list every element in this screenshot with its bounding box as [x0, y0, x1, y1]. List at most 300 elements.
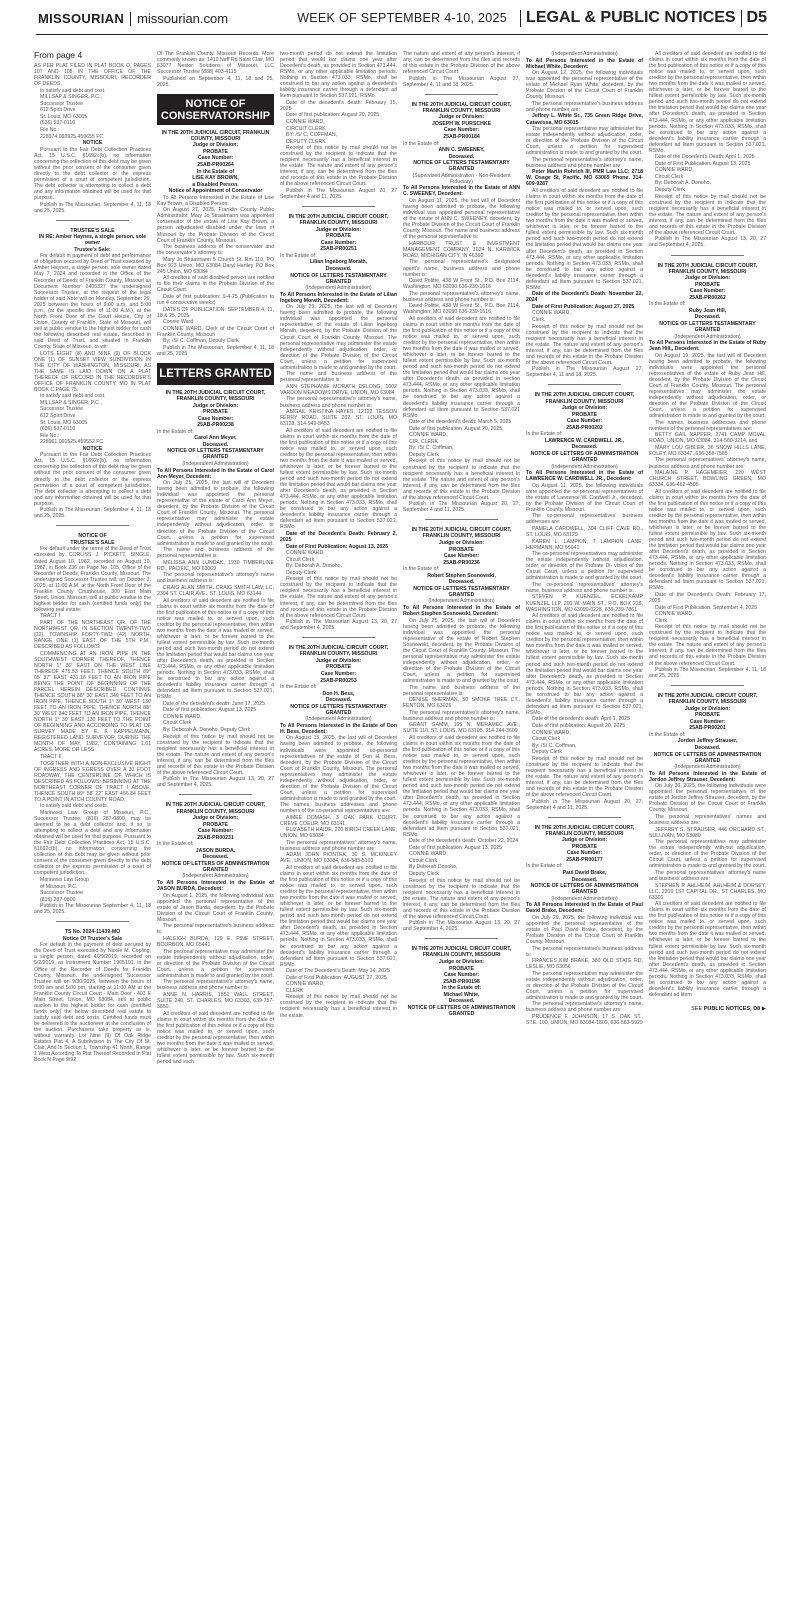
- notice-text: Date of the decedent's death: March 5, 2025: [409, 419, 512, 426]
- notice-text: CIR. CLERK: [409, 438, 439, 445]
- notice-address: To All Persons Interested in the Estate of Robert Stephen Sosnowski, Decedent:: [403, 604, 520, 617]
- court-heading: In the Estate of:: [157, 841, 194, 848]
- estate-name: Carol Ann Meyer,: [194, 435, 237, 442]
- notice-text: CONNIE WARD,: [286, 981, 325, 988]
- notice-title: NOTICE OF LETTERS OF ADMINISTRATION GRANTED: [407, 1004, 516, 1017]
- notice-text: ADAM JOHN PIONTEK, 30 S. MCKINLEY AVE., UNION, MO 63084, 636-583-5103: [280, 852, 397, 865]
- notice-text: On July 30, 2025, the following individuals were appointed the personal representatives of the estate of Jordon Jeffrey Strauser, decedent, by the Probate Division of the Circuit Court of Franklin County, Missouri.: [649, 783, 766, 814]
- notice-text: Date of first publication: 9-4-25 (Publication to run 4 consecutive weeks): [157, 294, 274, 307]
- notice-heading: Notice Of Trustee's Sale: [62, 935, 123, 942]
- notice-text: David Politte, 438 W Front St., P.O. Box 2114, Washington, MO 63090 636-239-1616: [403, 278, 520, 291]
- notice-divider: [302, 637, 375, 638]
- notice-text: Date of The Decedent's Death: May 14, 2025: [286, 968, 390, 975]
- case-number: 25AB-PR00177: [566, 856, 603, 863]
- court-heading: Deceased.: [325, 697, 352, 704]
- notice-divider: [425, 519, 498, 520]
- court-heading: Judge or Division:: [684, 275, 731, 282]
- see-more-link[interactable]: [649, 1006, 766, 1012]
- notice-text: CONNIE WARD,: [655, 167, 694, 174]
- arrow-right-icon: ▶: [761, 1005, 766, 1012]
- court-heading: In the Estate of:: [280, 684, 317, 691]
- notice-text: CONNIE WARD,: [409, 851, 448, 858]
- court-heading: PROBATE: [695, 281, 720, 288]
- notice-text: The personal representative's attorney's name, business address and phone number is:: [280, 396, 397, 409]
- page-number: D5: [746, 9, 767, 26]
- court-heading: PROBATE: [572, 411, 597, 418]
- notice-text: File No.:: [40, 432, 60, 439]
- court-heading: Judge or Division:: [561, 837, 608, 844]
- notice-text: The personal representative's business address is:: [526, 945, 643, 958]
- notice-text: CONNIE WARD, Clerk of the Circuit Court of Franklin County, Missouri: [157, 325, 274, 338]
- notice-text: The co-personal representatives may administer the estate independently without adjudication, order, or direction of the Probate Di- vision of the Circuit Court, unless a petition for supervised administration is made to and granted by the court.: [526, 551, 643, 582]
- notice-text: MALAINE P. HAGEMEIER, 220 WEST CHURCH STREET, BOWLING GREEN, MO 63334, 636-462-4505: [649, 470, 766, 489]
- case-number: 25AB-PR00236: [443, 559, 480, 566]
- estate-name: Jordon Jeffrey Strauser,: [677, 738, 738, 745]
- court-heading: In the Estate of:: [442, 985, 481, 992]
- notice-text: The personal representative may administer the estate independently without adjudication, order, or direction of the Probate Division of the Circuit Court, unless a petition for supervised administration is made to and granted by the court.: [526, 970, 643, 1001]
- notice-text: All creditors of said decedent are notified to file claims in court within six months from the date of the first publication of this notice or if a copy of this notice was mailed to, or served upon, such creditor by the personal representative, then within two months from the date it was mailed or served, whichever is later, or be forever barred to the fullest extent permissible by law. Such six-month period and such two-month period do not extend the limitation period that would bar claims one year after Decedent's death, as provided in Section 473.444, RSMo, or any other applicable limitation periods. Nothing in Section 473.033, RSMo, shall be construed to bar any action against a decedent's liability insurance carrier through a defendant ad litem pursuant to Section 537.021, RSMo.: [157, 597, 274, 701]
- notice-text: ABIGAIL KRISTINA HAYES, 12122 TESSON FERRY ROAD, SUITE 202, ST. LOUIS, MO 63128, 314-949-8453: [280, 409, 397, 428]
- notice-text: Date of the Decedent's Death: November 22, 2024: [526, 291, 643, 304]
- publish-line: Publish in The Missourian August 27, September 4, 11 and 18, 2025.: [526, 366, 643, 379]
- notice-text: Receipt of this notice by mail should not be construed by the recipient to indicate that the recipient necessarily has a beneficial interest in the estate. The nature and extent of any person's interest, if any, can be determined from the files and records of this estate in the Probate Division of the above referenced Circuit Court.: [526, 755, 643, 798]
- court-heading: IN THE 20TH JUDICIAL CIRCUIT COURT, FRANKLIN COUNTY, MISSOURI: [534, 392, 635, 405]
- case-number: 25AB-PR00251: [320, 246, 357, 253]
- notice-text: All creditors of said decedent are notified to file claims in court within six months from the date of the first publication of this notice or if a copy of this notice was mailed to, or served upon, such creditor by the personal representative, then within two months from the date it was mailed or served, whichever is later, or be forever barred to the fullest extent permissible by law. Such six-month period and such two-month period do not extend the limitation period that would bar claims one year after Decedent's death, as provided in Section 473.444, RSMo, or any other applicable limitation periods. Nothing in Section 473.033, RSMo, shall be construed to bar any action against a decedent's liability insurance carrier through a defendant ad litem pursuant to Section 537.021, RSMo.: [526, 613, 643, 716]
- notice-title: NOTICE OF LETTERS TESTAMENTARY GRANTED: [290, 703, 387, 716]
- court-heading: Case Number:: [197, 155, 234, 162]
- notice-text: BETTY GAIL NAPPER, 2741 CAMP MOVAL ROAD, UNION, MO 63084, 314-580-3214, and: [649, 432, 766, 445]
- administration-type: (Independent Administration): [551, 463, 618, 470]
- notice-text: On August 11, 2025, the last will of Decedent having been admitted to probate, the following individual was appointed personal representative of the estate of ANN C. SWEENEY, decedent, by the Probate Division of the Circuit Court of Franklin County, Missouri. The name and business address of the personal representative is:: [403, 197, 520, 241]
- court-heading: In the Estate of:: [280, 252, 317, 259]
- court-heading: Deceased.: [694, 314, 721, 321]
- court-heading: In the Estate of:: [526, 863, 563, 870]
- publication-name: MISSOURIAN: [38, 11, 125, 26]
- case-number: 25AB-PR00264: [197, 162, 234, 169]
- publish-line: Publish in The Missourian, September 4, 11, 18 and 25, 2025.: [34, 201, 151, 214]
- notice-text: Date of first publication: August 13, 2025: [409, 844, 503, 851]
- notice-address: To All Persons Interested in the Estate of Carol Ann Meyer, Decedent:: [157, 467, 274, 480]
- notice-address: To All Persons Interested in the Estate of LAWRENCE W. CARDWELL JR., Decedent:: [526, 470, 643, 483]
- notice-text: CONNIE WARD,: [532, 729, 571, 736]
- notice-text: Date of the Decedent's Death: April 1, 2025: [655, 154, 755, 161]
- administration-type: (Supervised Administration - Non-Resident Fiduciary): [412, 172, 511, 185]
- court-heading: Deceased.: [694, 745, 721, 752]
- notice-text: The personal representative's attorney's name, business address and phone number is:: [403, 290, 520, 303]
- notice-address: To All Persons Interested in the Estate of Paul David Brake, Decedent:: [526, 902, 643, 915]
- notice-text: Deputy Clerk: [286, 569, 316, 576]
- notice-text: CONNIE WARD,: [286, 119, 325, 126]
- notice-text: Receipt of this notice by mail should not be construed by the recipient to indicate that the recipient necessarily has a beneficial interest in the estate. The nature and extent of any person's interest, if any, can be determined from the files and records of this estate in the Probate Division of the above referenced Circuit Court.: [157, 733, 274, 776]
- court-heading: Deceased.: [571, 444, 598, 451]
- court-heading: Case Number:: [689, 718, 726, 725]
- notice-text: two-month period do not extend the limitation period that would bar claims one year after Decedent's death, as provided in Section 473.444, RSMo, or any other applicable limitation periods. Nothing in Section 473.033, RSMo, shall be construed to bar any action against a decedent's liability insurance carrier through a defendant ad litem pursuant to Section 537.021, RSMo.: [280, 51, 397, 100]
- court-heading: Judge or Division:: [561, 405, 608, 412]
- notice-text: By: /S/ C. Coffman,: [532, 742, 577, 749]
- masthead-divider: [741, 10, 742, 27]
- notice-text: All creditors of said decedent are notified to file claims in court within six months from the date of the first publication of this notice or if a copy of this notice was mailed to, or served upon, such creditor by the personal representative, then within two months from the date it was mailed or served, whichever is later, or be forever barred to the fullest extent permissible by law. Such six-month period and such two-month period do not extend the limitation period that would bar claims one year after Decedent's death, as provided in Section 473.444, RSMo, or any other applicable limitation periods. Nothing in Section 473.033, RSMo, shall be construed to bar any action against a decedent's liability insurance carrier through a defendant ad litem pursuant to Section 537.021, RSMo.: [526, 188, 643, 291]
- issue-date: WEEK OF SEPTEMBER 4-10, 2025: [297, 11, 508, 25]
- court-heading: IN THE 20TH JUDICIAL CIRCUIT COURT, FRANKLIN COUNTY, MISSOURI: [288, 645, 389, 658]
- notice-text: Circuit Clerk: [532, 736, 561, 743]
- notice-text: The personal representative's attorney's name, business address and phone number is:: [157, 979, 274, 992]
- court-heading: PROBATE: [203, 409, 228, 416]
- court-heading: Case Number:: [566, 850, 603, 857]
- notice-text: David Politte, 438 W Front St., P.O. Box 2114, Washington, MO 63090 636-239-1616: [403, 303, 520, 316]
- notice-heading: NOTICE: [82, 140, 103, 147]
- notice-text: The personal representative's attorney's name, business address and phone number are:: [526, 156, 643, 169]
- court-heading: IN THE 20TH JUDICIAL CIRCUIT COURT, FRANKLIN COUNTY, MISSOURI: [165, 802, 266, 815]
- notice-text: Date of the decedent's death: February 15, 2025: [280, 99, 397, 112]
- court-heading: Case Number:: [320, 670, 357, 677]
- publish-line: Publish in The Missourian, September 4, 11, 18 and 25, 2025.: [649, 667, 766, 680]
- estate-name: Lilian Ingeborg Morath,: [309, 259, 368, 266]
- publish-line: Publish in The Missourian September 4, 11, 18 and 25, 2025.: [34, 903, 151, 916]
- notice-text: The personal representative's business address and phone number are:: [526, 100, 643, 113]
- court-heading: IN THE 20TH JUDICIAL CIRCUIT COURT, FRANKLIN COUNTY, MISSOURI: [411, 101, 512, 114]
- notice-heading: TRUSTEE'S SALE: [70, 539, 115, 546]
- notice-text: By: Deborah A. Donoho,: [286, 563, 342, 570]
- court-heading: Case Number:: [566, 418, 603, 425]
- notice-text: For default under the terms of the Deed of Trust executed by CORLISS J. PICKETT, SINGLE, dated August 10, 1982, recorded on August 10, 1982, in Book 236 on Page No. 105, Office of the Recorder of Deeds, Franklin County, Missouri. The undersigned Successor Trustee will, on October 2, 2025, at 11:00 A.M. at the North Front Door of the Franklin County Courthouse, 300 East Main Street, Union, Missouri, sell at public vendue to the highest bidder for cash (certified funds only) the following real estate:: [34, 546, 151, 613]
- notice-text: HARBOUR TRUST & INVESTMENT MANAGEMENT COMPANY, 1024 N. KARWICK ROAD, MICHIGAN CITY, IN 46360: [403, 240, 520, 259]
- notice-text: Circuit Clerk: [163, 720, 192, 727]
- notice-title: NOTICE OF LETTERS TESTAMENTARY GRANTED: [413, 585, 510, 598]
- notice-text: All creditors of said decedent are notified to file claims in court within six months from the date of the first publication of this notice or if a copy of this notice was mailed to, or served upon, such creditor by the personal representative, then within two months from the date it was mailed or served, whichever is later, or be forever barred to the fullest extent permissible by law. Such six-month period and such two-month period do not extend the limitation period that would bar claims one year after Decedent's death, as provided in Section 473.444, RSMo, or any other applicable limitation periods. Nothing in Section 473.033, RSMo, shall be construed to bar any action against a decedent's liability insurance carrier through a defendant ad litem pursuant to Section 537.021, RSMo.: [403, 734, 520, 838]
- notice-text: St. Louis, MO 63005: [40, 419, 88, 426]
- notice-text: Date of first publication: August 20, 2025.: [409, 425, 504, 432]
- notice-text: to satisfy said debt and costs.: [40, 803, 109, 810]
- notice-text: AS PER PLAT FILED IN PLAT BOOK O, PAGES 107 AND 108 IN THE OFFICE OF THE FRANKLIN COUNTY, MISSOURI, RECORDER OF DEEDS.: [34, 63, 151, 88]
- notice-text: All creditors of said disabled person are notified to file their claims in the Probate Division of the Circuit Court.: [157, 275, 274, 294]
- notice-address: To All Persons Interested in the Estate of Jordon Jeffrey Strauser, Decedent:: [649, 770, 766, 783]
- notice-heading: IN RE: Amber Haynes, a single person, sole owner: [38, 234, 147, 247]
- notice-text: Receipt of this notice by mail should not be construed by the recipient to indicate that the recipient necessarily has a beneficial interest in the estate. The nature and extent of any person's interest, if any, can be determined from the files and records of this estate in the Probate Division of the above referenced Circuit Court.: [649, 624, 766, 667]
- notice-text: For default in payment of debt and performance of obligation secured by Deed of Trust executed by Amber Haynes, a single person, sole owner dated May 7, 2024 and recorded in the Office of the Recorder of Deeds of Franklin County, Missouri as Document Number 2405327 the undersigned Successor Trustee, at the request of the legal holder of said Note will on Monday, September 29, 2025 between the hours of 9:00 a.m. and 5:00 p.m., (at the specific time of 11:00 A.M.), at the North Front Door of the Court House, City of Union, County of Franklin, State of Missouri, will sell at public vendue to the highest bidder for cash the following described real estate, described in said Deed of Trust, and situated in Franklin County, State of Missouri, to wit:: [34, 253, 151, 351]
- court-heading: PROBATE: [449, 965, 474, 972]
- notice-text: of Missouri, P.C.: [40, 883, 78, 890]
- notice-text: The personal representative may administer the estate independently without adjudication, order, or direction of the Probate Division of the Circuit Court, unless a petition for supervised administration is made to and granted by the court.: [526, 126, 643, 157]
- notice-text: Date of First Publication: August 27, 2025: [532, 303, 635, 310]
- notice-text: The business address of the conservator and the conservator's attorney is:: [157, 244, 274, 257]
- estate-name: Ruby Jean Hill,: [688, 307, 727, 314]
- notice-text: COMMENCING AT AN IRON PIPE IN THE SOUTHWEST CORNER THEREOF, THENCE NORTH 1° 30' EAST ON THE WEST LINE THEREOF 475.53 FEET, THENCE SOUTH 89° 05' 37" EAST 431.16 FEET TO AN IRON PIPE BEING THE POINT OF BEGINNING OF THE PARCEL HEREIN DESCRIBED, CONTINUE THENCE SOUTH 88° 30' EAST 340 FEET TO AN IRON PIPE, THENCE SOUTH 1° 30' WEST 130 FEET TO AN IRON PIPE, THENCE NORTH 88° 30' WEST 340 FEET TO AN IRON PIPE, THENCE NORTH 1° 30' EAST 130 FEET TO THE POINT OF BEGINNING AND ACCORDING TO PLAT OF SURVEY MADE BY E. F. KAPPELMANN, REGISTERED LAND SURVEYOR, DURING THE MONTH OF MAY, 1982, CONTAINING 1.01 ACRES, MORE OR LESS.: [34, 650, 151, 754]
- notice-text: ANN STEPHANIE MORATH DELONG, 1002 VARDON MEADOWS DRIVE, UNION, MO 63084: [280, 383, 397, 396]
- estate-name: JASON BURDA,: [195, 847, 236, 854]
- notice-text: PART OF THE NORTHEAST QR. OF THE NORTHWEST QR. IN SECTION TWENTY-TWO (22), TOWNSHIP FORTY-TWO (42) NORTH, RANGE ONE (1) EAST OF THE 5TH P.M., DESCRIBED AS FOLLOWS:: [34, 619, 151, 651]
- court-heading: IN THE 20TH JUDICIAL CIRCUIT COURT, FRANKLIN COUNTY, MISSOURI: [288, 214, 389, 227]
- notice-divider: [671, 685, 744, 686]
- administration-type: (Independent Administration): [674, 764, 741, 771]
- notice-text: (636) 537-0110: [40, 426, 76, 433]
- notice-text: 228974.092925.459655 FC: [40, 133, 104, 140]
- court-heading: Judge or Division:: [438, 114, 485, 121]
- notice-text: Date of first publication: August 13, 2025: [163, 707, 257, 714]
- court-heading: Deceased.: [325, 266, 352, 272]
- court-heading: PROBATE: [326, 233, 351, 240]
- notice-text: The name and business address of the personal representative is:: [403, 684, 520, 697]
- notice-text: (636) 537-0110: [40, 120, 76, 127]
- notice-text: TRACT I: [40, 613, 61, 620]
- notice-divider: [56, 921, 129, 922]
- court-heading: Judge or Division:: [192, 815, 239, 822]
- notice-text: On August 27, 2025, Franklin County Public Administrator, Mary Jo Straatmann was appointed conservator of the estate of Lise Kay Brown, a person adjudicated disabled under the laws of Missouri by the Probate Division of the Circuit Court of Franklin County, Missouri.: [157, 207, 274, 244]
- notice-text: Date of first publication: August 20, 2025: [532, 722, 626, 729]
- notice-text: On July 25, 2025, the last will of Decedent having been admitted to probate, the following individual was appointed the personal representative of the estate of Carol Ann Meyer, decedent, by the Probate Division of the Circuit Court of Franklin County, Missouri. The personal representative may administer the estate independently without adjudication, order, or direction of the Probate Division of the Circuit Court, unless a petition for supervised administration is made to and granted by the court.: [157, 480, 274, 547]
- notice-text: Date of First Publication: August 13, 2025: [655, 160, 751, 167]
- estate-name: Michael White,: [443, 991, 480, 998]
- court-heading: Case Number:: [689, 288, 726, 295]
- notice-text: Date of the Decedent's Death: February 17, 2025: [649, 591, 766, 605]
- notice-text: Receipt of this notice by mail should not be construed by the recipient to indicate that the recipient necessarily has a beneficial interest in the estate. The nature and extent of any person's interest, if any, can be determined from the files and records of this estate in the Probate Division of the above referenced Circuit Court.: [403, 877, 520, 920]
- court-heading: In the Estate of:: [526, 431, 563, 438]
- notice-text: DENISE SHERMAN, 50 SMOKE TREE CT., FENTON, MO 63026: [403, 697, 520, 710]
- notice-text: By: /S/ C. Coffman,: [409, 445, 454, 452]
- notice-text: DEPUTY CLERK: [286, 138, 326, 145]
- publish-line: Published on September 4, 11, 18 and 25, 2025.: [157, 75, 274, 88]
- estate-name: LISE KAY BROWN,: [192, 175, 239, 182]
- notice-text: The personal representative's attorney's name, business address and phone number is:: [403, 709, 520, 722]
- notice-text: Date of First Publication: AUGUST 27, 2025: [286, 974, 387, 981]
- court-heading: Judge or Division:: [438, 539, 485, 546]
- notice-text: Connie Ward: [163, 319, 194, 326]
- masthead-divider: [130, 12, 131, 26]
- notice-text: Date of the Decedent's Death: February 2, 2025: [280, 531, 397, 544]
- court-heading: a Disabled Person.: [192, 181, 239, 188]
- notice-text: Marinosci Law Group of Missouri, P.C., Successor Trustee, (816) 287-0800, may be deemed to be a debt collector and, if so, is attempting to collect a debt and any information obtained will be used for that purpose. Pursuant to the Fair Debt Collection Practices Act, 15 U.S.C. §1692c(b), no information concerning the collection of this debt may be given without prior consent of the consumer given directly to the debt collector or the express permission of a court of competent jurisdiction.: [34, 809, 151, 877]
- court-heading: Deceased.: [448, 998, 475, 1005]
- notice-text: TRACT II: [40, 754, 62, 761]
- court-heading: Case Number:: [197, 828, 234, 835]
- notice-divider: [179, 794, 252, 795]
- notice-text: On August 15, 2025, the last will of Decedent having been admitted to probate, the following individuals were appointed co-personal representatives of the estate of Don H. Bess, decedent, by the Probate Division of the Circuit Court of Franklin County, Missouri. The personal representatives may administer the estate independently without adjudication, order, or direction of the Probate Division of the Circuit Court, unless a petition for supervised administration is made to and granted by the court. The names, business addresses and phone numbers of the co-personal representatives are:: [280, 735, 397, 814]
- notice-text: PRUDENCE F. JOHNSON, 17 S. OAK ST., STE. 100, UNION, MO 63084-1809, 636-583-5929: [526, 1014, 643, 1027]
- notice-text: CONNIE WARD,: [163, 713, 202, 720]
- notice-text: The personal representative's attorney's name and business address is:: [157, 572, 274, 585]
- section-banner-letters-granted: LETTERS GRANTED: [157, 363, 274, 385]
- notice-text: MILLSAP & SINGER, P.C.,: [40, 94, 102, 101]
- notice-text: Receipt of this notice by mail should not be construed by the recipient to indicate that the recipient necessarily has a beneficial interest in the estate.: [280, 994, 397, 1019]
- notice-text: By: Deborah A. Donoho,: [655, 180, 711, 187]
- notice-divider: [548, 384, 621, 385]
- court-heading: IN THE 20TH JUDICIAL CIRCUIT COURT, FRANKLIN COUNTY, MISSOURI: [534, 824, 635, 837]
- notice-text: Receipt of this notice by mail should not be construed by the recipient to indicate that the recipient necessarily has a beneficial interest in the estate. The nature and extent of any person's interest, if any, can be determined from the files and records of this estate in the Probate Division of the above referenced Circuit Court.: [280, 576, 397, 619]
- notice-text: PAMELA CARDWELL, 304 CLIFF CAVE RD., ST. LOUIS, MO 63129: [526, 525, 643, 539]
- notices-columns: [34, 44, 764, 1614]
- section-title: LEGAL & PUBLIC NOTICES: [526, 9, 736, 26]
- publish-line: Publish in The Missourian, September 4, 11, 18 and 25, 2025: [157, 344, 274, 357]
- notice-text: All creditors of said decedent are notified to file claims in court within six months from the date of the first publication of this notice or if a copy of this notice was mailed to, or served upon, such creditor by the personal representative, then within two months from the date it was mailed or served, whichever is later, or be forever barred to the fullest extent permissible by law. Such six-month period and such two-month period do not extend the limitation period that would bar claims one year after Decedent's death, as provided in section 473.444, RSMo, or any other applicable limitation periods. Nothing in Section 473.033, RSMo, shall be construed to bar any action against a decedent's liability insurance carrier through a defendant ad litem pursuant to Section 537.021 RSMo.: [403, 315, 520, 419]
- notice-text: Date of the decedent's death: June 17, 2025: [163, 700, 265, 707]
- website-link[interactable]: missourian.com: [137, 11, 229, 26]
- case-number: 25AB-PR00198: [443, 978, 480, 985]
- publish-line: Publish in The Missourian August 27, September 4, 11 and 18, 2025.: [403, 75, 520, 88]
- notice-text: On July 29, 2025, the following individual was appointed the personal representative of the estate of Paul David Brake, decedent, by the Probate Division of the Circuit Court of Franklin County, Missouri.: [526, 914, 643, 945]
- court-heading: Deceased.: [202, 441, 229, 448]
- notice-text: Receipt of this notice by mail should not be construed by the recipient to indicate that the recipient necessarily has a beneficial interest in the estate. The nature and extent of any person's interest, if any, can be determined from the files and records of this estate in the Probate Division of the above referenced Circuit Court.: [649, 193, 766, 236]
- notice-text: All creditors of said decedent are notified to file claims in court within six months from the date of the first publication of this notice or if a copy of this notice was mailed to, or served upon, such creditor by the personal representative, then within two months from the date it was mailed or served, whichever is later, or be forever barred to the fullest extent permissible by law. Such six-month period and such two-month period do not extend the limitation period that would bar claims one year after Decedent's death, as provided in Section 473.444, RSMo, or any other applicable limitation periods. Nothing in Section 473.033, RSMo, shall be construed to bar any action against a decedent's liability insurance carrier through a defendant ad litem pursuant to Section 537.021, RSMo.: [280, 864, 397, 968]
- notice-text: (816) 287-0800: [40, 896, 76, 903]
- notice-text: AIMEE DOMASH, 3 OAK PARK COURT, CREVE COEUR, MO 63141: [280, 814, 397, 827]
- notice-text: The personal representatives' names and business address are:: [649, 814, 766, 827]
- notice-text: Peter Martin Rohrich III, PMR Law LLC; 2718 W. Osage St, Pacific, MO 63069 Phone. 314-609-9287: [526, 169, 643, 188]
- notice-text: Successor Trustee: [40, 100, 83, 107]
- notice-text: CLERK: [286, 987, 304, 994]
- column-1: [34, 44, 151, 1614]
- court-heading: In the Estate of:: [403, 140, 440, 147]
- court-heading: Case Number:: [443, 972, 480, 979]
- notice-text: JEFFREY S. STRAUSER, 446 ORCHARD ST., SULLIVAN, MO 63080: [649, 826, 766, 839]
- court-heading: Case Number:: [443, 127, 480, 134]
- notice-text: DATES OF PUBLICATION: SEPTEMBER 4, 11, 18 & 25, 2025: [157, 306, 274, 319]
- notice-text: MELISSA ANN LUNDAK, 1930 TIMBERLINE RD., PACIFIC, MO 63069: [157, 559, 274, 572]
- notice-title: NOTICE OF LETTERS TESTAMENTARY GRANTED: [659, 320, 756, 333]
- court-heading: Case Number:: [320, 239, 357, 246]
- header-rule: [36, 34, 768, 35]
- notice-text: CONNIE WARD,: [409, 432, 448, 439]
- notice-text: CIRCUIT CLERK: [286, 125, 326, 132]
- estate-name: Robert Stephen Sosnowski,: [427, 572, 496, 579]
- notice-divider: [302, 206, 375, 207]
- column-5: [526, 44, 643, 1614]
- court-heading: Deceased.: [202, 854, 229, 861]
- notice-text: Deputy Clerk: [409, 870, 439, 877]
- court-heading: In the Estate of:: [403, 566, 440, 573]
- court-heading: Judge or Division:: [315, 657, 362, 664]
- notice-text: Successor Trustee: [40, 890, 83, 897]
- notice-heading: Trustee's Sale:: [74, 246, 111, 253]
- court-heading: Case Number:: [197, 415, 234, 422]
- publish-line: Publish in The Missourian August 20, 27, September 4 and 11, 2025.: [526, 798, 643, 811]
- court-heading: Judge or Division:: [438, 959, 485, 966]
- notice-text: Circuit Clerk: [409, 857, 438, 864]
- notice-text: 612 Spirit Drive: [40, 107, 76, 114]
- notice-text: The personal representatives' attorney's name, business address and phone number are:: [280, 839, 397, 852]
- publish-line: Publish in The Missourian August 13, 20, 27 and September 4, 2025.: [649, 236, 766, 249]
- notice-divider: [425, 938, 498, 939]
- notice-address: To All Persons Interested in the Estate of Lilian Ingeborg Morath, Decedent:: [280, 291, 397, 304]
- notice-text: Date of first publication: August 20, 2025: [286, 112, 380, 119]
- notice-text: TOGETHER WITH A NON-EXCLUSIVE RIGHT OF INGRESS AND EGRESS OVER A 30 FOOT ROADWAY, THE CENTERLINE OF WHICH IS DESCRIBED AS FOLLOWS: BEGINNING AT THE NORTHEAST CORNER OF TRACT I ABOVE, THENCE SOUTH 89° 58' 22" EAST 466.84 FEET TO A POINT IN ATCH COUNTY ROAD.: [34, 760, 151, 803]
- notice-text: 228961.091525.459552 FC: [40, 439, 104, 446]
- notice-text: On August 12, 2025, the following individuals was appointed the personal representative of the estate of Michael Ryan White, decedent, by the Probate Division of the Circuit Court of Franklin County, Missouri.: [526, 70, 643, 101]
- notice-text: On July 29, 2025, the last will of Decedent having been admitted to probate, the following individual was appointed the personal representative of the estate of Lilian Ingeborg Morath, decedent, by the Probate Division of the Circuit Court of Franklin County, Missouri. The personal representative may administer the estate independently without adjudication, order, or direction of the Probate Division of the Circuit Court, unless a petition for supervised administration is made to and granted by the court.: [280, 304, 397, 371]
- notice-text: The co-personal representatives' attorney's name, business address and phone number is:: [526, 581, 643, 594]
- case-number: 25AB-PR00202: [566, 424, 603, 431]
- notice-heading: NOTICE: [82, 445, 103, 452]
- notice-text: By: Deborah A. Donoho, Deputy Clerk: [163, 727, 251, 733]
- notice-text: The personal representatives' attorney's name and business address are:: [649, 869, 766, 882]
- estate-name: Don H. Bess,: [322, 690, 355, 697]
- court-heading: IN THE 20TH JUDICIAL CIRCUIT, FRANKLIN COUNTY, MISSOURI: [161, 129, 270, 142]
- notice-text: By Deborah Donoho,: [409, 864, 458, 871]
- notice-text: The personal representative's business address is:: [157, 923, 274, 936]
- notice-text: Of The Franklin County, Missouri Records. More commonly known as: 1410 Neff Rd Saint Clair, MO 63077 Nestor Solutions of Missouri, LLC Successor Trustee (888) 403-4115: [157, 51, 274, 76]
- administration-type: (Independent Administration): [428, 598, 495, 605]
- notice-text: CONNIE WARD,: [532, 310, 571, 317]
- court-heading: Case Number:: [443, 553, 480, 560]
- notice-text: CRAIG ALAN SMITH, CRAIG SMITH LAW, LC, 2304 ST. CLAIR AVE., ST. LOUIS, MO 63144: [157, 584, 274, 597]
- masthead-divider: [520, 10, 521, 27]
- notice-text: Receipt of this notice by mail should not be construed by the recipient to indicate that the recipient necessarily has a beneficial interest in the estate. The nature and extent of any person's interest, if any, can be determined from the files and records of this estate in the Probate Division of the above referenced Circuit Court.: [526, 323, 643, 366]
- notice-text: The co-personal representatives' business addresses are:: [526, 513, 643, 526]
- administration-type: (Independent Administration): [674, 333, 741, 340]
- court-heading: Deceased.: [448, 153, 475, 160]
- notice-text: 612 Spirit Drive: [40, 413, 76, 420]
- notice-text: Receipt of this notice by mail should not be construed by the recipient to indicate that the recipient necessarily has a beneficial interest in the estate. The nature and extent of any person's interest, if any, can be determined from the files and records of this estate in the Probate Division of the above referenced Circuit Court.: [403, 458, 520, 501]
- notice-text: STEPHEN P. AHLHEIM, AHLHEIM & DORSEY, LLC, 2209 1ST CAPITAL DR., ST CHARLES, MO 63301: [649, 882, 766, 901]
- notice-text: ANNE N. HARRIS, 1551 WALL STREET, SUITE 240, ST. CHARLES, MO 63303, 639-757-3850.: [157, 991, 274, 1010]
- column-6: [649, 44, 766, 1614]
- court-heading: In the Estate of: [196, 168, 235, 175]
- publish-line: Publish in The Missourian August 13, 20, 27 and September 4, 2025.: [280, 619, 397, 632]
- see-prefix: SEE: [691, 1005, 703, 1012]
- notice-address: To All Persons Interested in the Estate of Don H. Bess, Decedent:: [280, 722, 397, 735]
- notice-title: NOTICE OF LETTERS TESTAMENTARY GRANTED: [290, 272, 387, 285]
- notice-text: KAREN L. LAMPKIN, 7 LAMPKIN LANE, HERMANN, MO 65041: [526, 538, 643, 551]
- court-heading: In the Estate of:: [649, 301, 686, 308]
- court-heading: IN THE 20TH JUDICIAL CIRCUIT COURT, FRANKLIN COUNTY, MISSOURI: [165, 389, 266, 403]
- notice-text: Clerk.: [532, 317, 546, 324]
- notice-text: The personal representatives may administer the estate independently with-out adjudication, order, or direction of the Probate Division of the Circuit Court, unless a petition for supervised administration is made to and granted by the court.: [649, 839, 766, 870]
- notice-text: File No.:: [40, 126, 60, 133]
- notice-text: STEVEN P. KUENZEL, ECKELKAMP KUENZEL LLP, 200 W. MAIN ST., P.O. BOX 228, WASHINGTON, MO 63090-0228, 636-239-7861: [526, 594, 643, 613]
- notice-text: Deputy Clerk: [532, 749, 562, 756]
- administration-type: (Independent Administration): [182, 460, 249, 467]
- notice-text: All creditors of said decedent are notified to file claims in court within six months from the date of the first publication of this notice or if a copy of this notice was mailed to, or served upon, such creditor by the personal representative, then within two months from the date it was mailed or served, whichever is later, or be forever barred to the fullest extent permissible by law. Such six-month period and such two-month period do not extend the limitation period that would bar claims one year after Decedent's death, as provided in Section 473.444, RSMo, or any other applicable limitation periods. Nothing in Section 473.033, RSMo, shall be construed to bar any action against a decedent's liability insurance carrier through a defendant ad litem pursuant to Section 537.021, RSMo.: [280, 427, 397, 531]
- administration-type: (Independent Administration): [551, 51, 618, 57]
- notice-heading: TS No. 2024-11439-MO: [64, 929, 121, 936]
- notice-title: NOTICE OF LETTERS OF ADMINISTRATION GRANTED: [653, 751, 762, 764]
- notice-text: On August 11, 2025, the following individuals were appointed the co-personal representatives of the estate of Lawrence W. Cardwell Jr., decedent, by the Probate Division of the Circuit Court of Franklin County, Missouri.: [526, 482, 643, 513]
- column-3: [280, 44, 397, 1614]
- notice-text: All creditors of said decedent are notified to file claims in court within six months from the date of the first publication of this notice or if a copy of this notice was mailed to, or served upon, such creditor by the personal representative, then within two months from the date it was mailed or served, whichever is later, or be forever barred to the fullest extent permissible by law. Such six-month period and such two-month period do not extend the limitation period that would bar claims one year after Decedent's death, as provided in Section 473.444, RSMo, or any other applicable limitation periods. Nothing in Section 473.033, RSMo, shall be construed to bar any action against a decedent's liability insurance carrier through a defendant ad litem: [649, 901, 766, 998]
- masthead-right: [297, 9, 767, 27]
- notice-divider: [56, 525, 129, 526]
- notice-text: The nature and extent of any person's interest, if any, can be determined from the files and records of this estate in the Probate Division of the above referenced Circuit Court.: [403, 51, 520, 76]
- notice-text: The name and business address of the personal representative is:: [157, 547, 274, 560]
- notice-text: On July 25, 2025, the last will of Decedent having been admitted to probate, the following individual was appointed the personal representative of the estate of Robert Stephen Sosnowski, decedent, by the Probate Division of the Circuit Court of Franklin County, Missouri. The personal representative may administer the estate independently without adjudication, order, or direction of the Probate Division of the Circuit Court, unless a petition for supervised administration is made to and granted by the court.: [403, 617, 520, 684]
- court-heading: Deceased.: [448, 579, 475, 586]
- notice-address: To All Persons Interested in the Estate of ANN C. SWEENEY, Decedent:: [403, 185, 520, 198]
- notice-heading: NOTICE OF: [78, 533, 107, 540]
- notice-text: Date of the decedent's death: October 22, 2024: [409, 838, 519, 845]
- notice-title: NOTICE OF LETTERS TESTAMENTARY GRANTED: [167, 448, 264, 461]
- notice-text: to satisfy said debt and cost.: [40, 393, 106, 400]
- notice-text: All creditors of said decedent are notified to file claims in court within six months from the date of the first publication of this notice or if a copy of this notice was mailed to, or served upon, such creditor by the personal representative, then within two months from the date it was mailed or served, whichever is later, or be forever barred to the fullest extent permissible by law. Such six-month period and such two-month period do not extend the limitation period that would bar claims one year after Decedent's death, as provided in Section 473.444, RSMo, or any other applicable limitation periods. Nothing in Section 473.033, RSMo, shall be construed to bar any action against a decedent's liability insurance carrier through a defendant ad litem pursuant to Section 537.021, RSMo.: [649, 488, 766, 592]
- case-number: 25AB-PR00201: [689, 725, 726, 732]
- notice-title: NOTICE OF LETTERS OF ADMINISTRATION GRANTED: [161, 860, 270, 873]
- notice-text: Date of the decedent's death: April 1, 2025: [532, 716, 630, 723]
- notice-text: All creditors of said decedent are notified to file claims in court within six months from the date of the first publication of this notice or if a copy of this notice was mailed to, or served upon, such creditor by the personal representative, then within two months from the date it was mailed or served, whichever is later, or be forever barred to the fullest extent permissible by law. Such six-month period and such two-month period do not extend the limitation period that would bar claims one year after Decedent's death, as provided in Section 473.444, RSMo, or any other applicable limitation periods. Nothing in Section 473.033, RSMo, shall be construed to bar any action against a decedent's liability insurance carrier through a defendant ad litem pursuant to Section 537.021, RSMo.: [649, 51, 766, 154]
- notice-divider: [671, 255, 744, 256]
- notice-divider: [56, 220, 129, 221]
- court-heading: In the Estate of:: [649, 731, 686, 738]
- court-heading: PROBATE: [203, 821, 228, 828]
- court-heading: JOSEPH W. PURSCHKE: [431, 120, 492, 127]
- case-number: 25AB-PR00184: [443, 134, 480, 141]
- notice-text: Receipt of this notice by mail should not be construed by the recipient to indicate that the recipient necessarily has a beneficial interest in the estate. The nature and extent of any person's interest, if any, can be determined from the files and records of this estate in the Probate Division of the above referenced Circuit Court.: [280, 145, 397, 188]
- see-target[interactable]: PUBLIC NOTICES, D8: [703, 1005, 761, 1012]
- administration-type: (Independent Administration): [305, 285, 372, 292]
- case-number: 25AB-PR00238: [197, 422, 234, 429]
- notice-text: Circuit Clerk: [655, 173, 684, 180]
- court-heading: PROBATE: [326, 664, 351, 671]
- notice-text: Marinosci Law Group: [40, 876, 90, 883]
- notice-text: The personal representatives' attorney's name, business address and phone number are:: [649, 457, 766, 470]
- notice-text: GRANT GAMM, 165 N. MERAMEC AVE., SUITE 110, ST. LOUIS, MO 63105, 314-244-3609: [403, 722, 520, 735]
